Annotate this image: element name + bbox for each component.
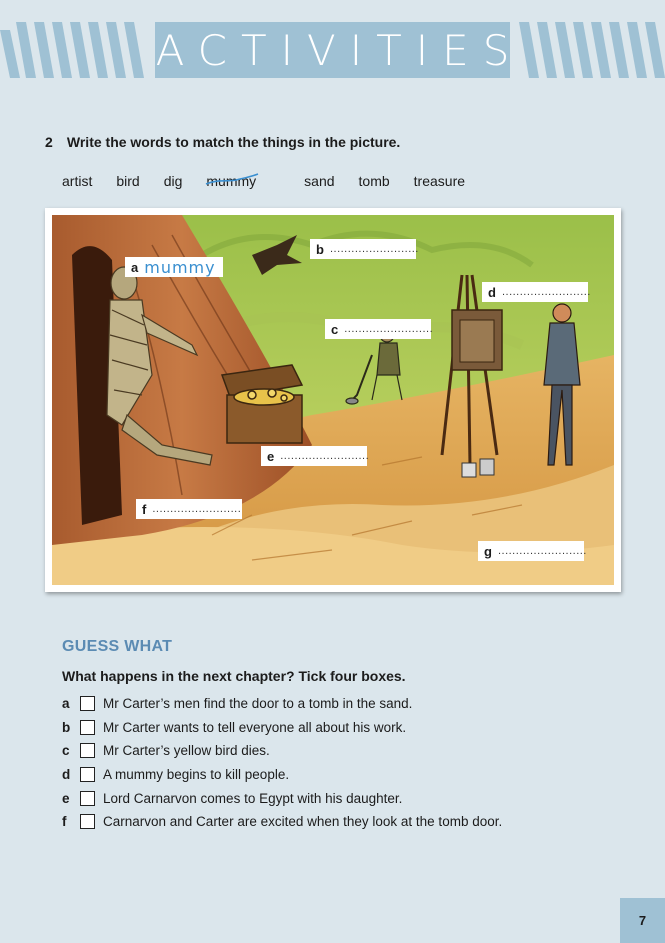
option-text: A mummy begins to kill people. bbox=[103, 767, 290, 783]
page-number: 7 bbox=[638, 913, 647, 928]
tick-box-d[interactable] bbox=[80, 767, 95, 782]
strike-through-mark bbox=[204, 171, 260, 191]
option-d bbox=[62, 763, 502, 787]
tick-box-c[interactable] bbox=[80, 743, 95, 758]
tick-box-e[interactable] bbox=[80, 791, 95, 806]
word-mummy: mummy bbox=[206, 173, 257, 189]
banner-title-box bbox=[155, 22, 524, 78]
option-c bbox=[62, 739, 502, 763]
word-artist: artist bbox=[62, 173, 93, 189]
tick-box-a[interactable] bbox=[80, 696, 95, 711]
label-e bbox=[261, 446, 370, 466]
label-a-letter: a bbox=[131, 259, 139, 275]
label-f bbox=[136, 499, 242, 519]
exercise-number: 2 bbox=[45, 134, 53, 150]
guess-what-options bbox=[62, 692, 502, 834]
picture-frame bbox=[45, 208, 621, 592]
banner-stripes-left bbox=[0, 22, 150, 78]
label-a-answer: mummy bbox=[144, 257, 216, 277]
option-letter: d bbox=[62, 767, 71, 783]
option-a bbox=[62, 692, 502, 716]
option-b bbox=[62, 716, 502, 740]
label-b bbox=[310, 239, 419, 259]
label-c bbox=[325, 319, 434, 339]
option-text: Mr Carter wants to tell everyone all about his work. bbox=[103, 719, 407, 735]
option-text: Mr Carter’s men find the door to a tomb in the sand. bbox=[103, 696, 413, 712]
tick-box-f[interactable] bbox=[80, 814, 95, 829]
word-mummy-crossed bbox=[206, 173, 280, 189]
label-c-letter: c bbox=[331, 321, 339, 337]
label-e-blank[interactable]: ......................... bbox=[280, 450, 370, 462]
treasure-chest bbox=[222, 365, 302, 443]
option-text: Carnarvon and Carter are excited when they look at the tomb door. bbox=[103, 814, 503, 830]
word-tomb: tomb bbox=[358, 173, 390, 189]
banner-title: ACTIVITIES bbox=[155, 25, 524, 75]
guess-what-instruction: What happens in the next chapter? Tick four boxes. bbox=[62, 668, 406, 684]
tick-box-b[interactable] bbox=[80, 720, 95, 735]
word-bank bbox=[62, 173, 489, 189]
label-a bbox=[125, 257, 223, 277]
option-letter: b bbox=[62, 719, 71, 735]
label-b-blank[interactable]: ......................... bbox=[329, 243, 419, 255]
option-f bbox=[62, 810, 502, 834]
banner-stripes-right bbox=[515, 22, 665, 78]
label-d-blank[interactable]: ......................... bbox=[501, 286, 591, 298]
label-c-blank[interactable]: ......................... bbox=[344, 323, 434, 335]
label-b-letter: b bbox=[316, 241, 324, 257]
activities-banner bbox=[0, 22, 665, 78]
label-g-blank[interactable]: ......................... bbox=[497, 545, 587, 557]
option-letter: e bbox=[62, 790, 70, 806]
label-g bbox=[478, 541, 587, 561]
word-treasure: treasure bbox=[413, 173, 466, 189]
label-f-blank[interactable]: ......................... bbox=[152, 503, 242, 515]
guess-what-heading: GUESS WHAT bbox=[62, 638, 173, 655]
page-number-tab bbox=[620, 898, 665, 943]
word-sand: sand bbox=[304, 173, 335, 189]
word-dig: dig bbox=[163, 173, 183, 189]
label-g-letter: g bbox=[484, 543, 492, 559]
option-text: Lord Carnarvon comes to Egypt with his daughter. bbox=[103, 790, 403, 806]
label-d bbox=[482, 282, 591, 302]
label-f-letter: f bbox=[142, 501, 147, 517]
option-letter: a bbox=[62, 696, 70, 712]
label-d-letter: d bbox=[488, 284, 496, 300]
option-e bbox=[62, 786, 502, 810]
option-letter: f bbox=[62, 814, 67, 830]
option-letter: c bbox=[62, 743, 70, 759]
word-bird: bird bbox=[116, 173, 140, 189]
exercise-2-instruction bbox=[45, 134, 400, 150]
option-text: Mr Carter’s yellow bird dies. bbox=[103, 743, 270, 759]
exercise-text: Write the words to match the things in the picture. bbox=[66, 134, 401, 150]
illustration-egypt-dig bbox=[52, 215, 614, 585]
label-e-letter: e bbox=[267, 448, 275, 464]
